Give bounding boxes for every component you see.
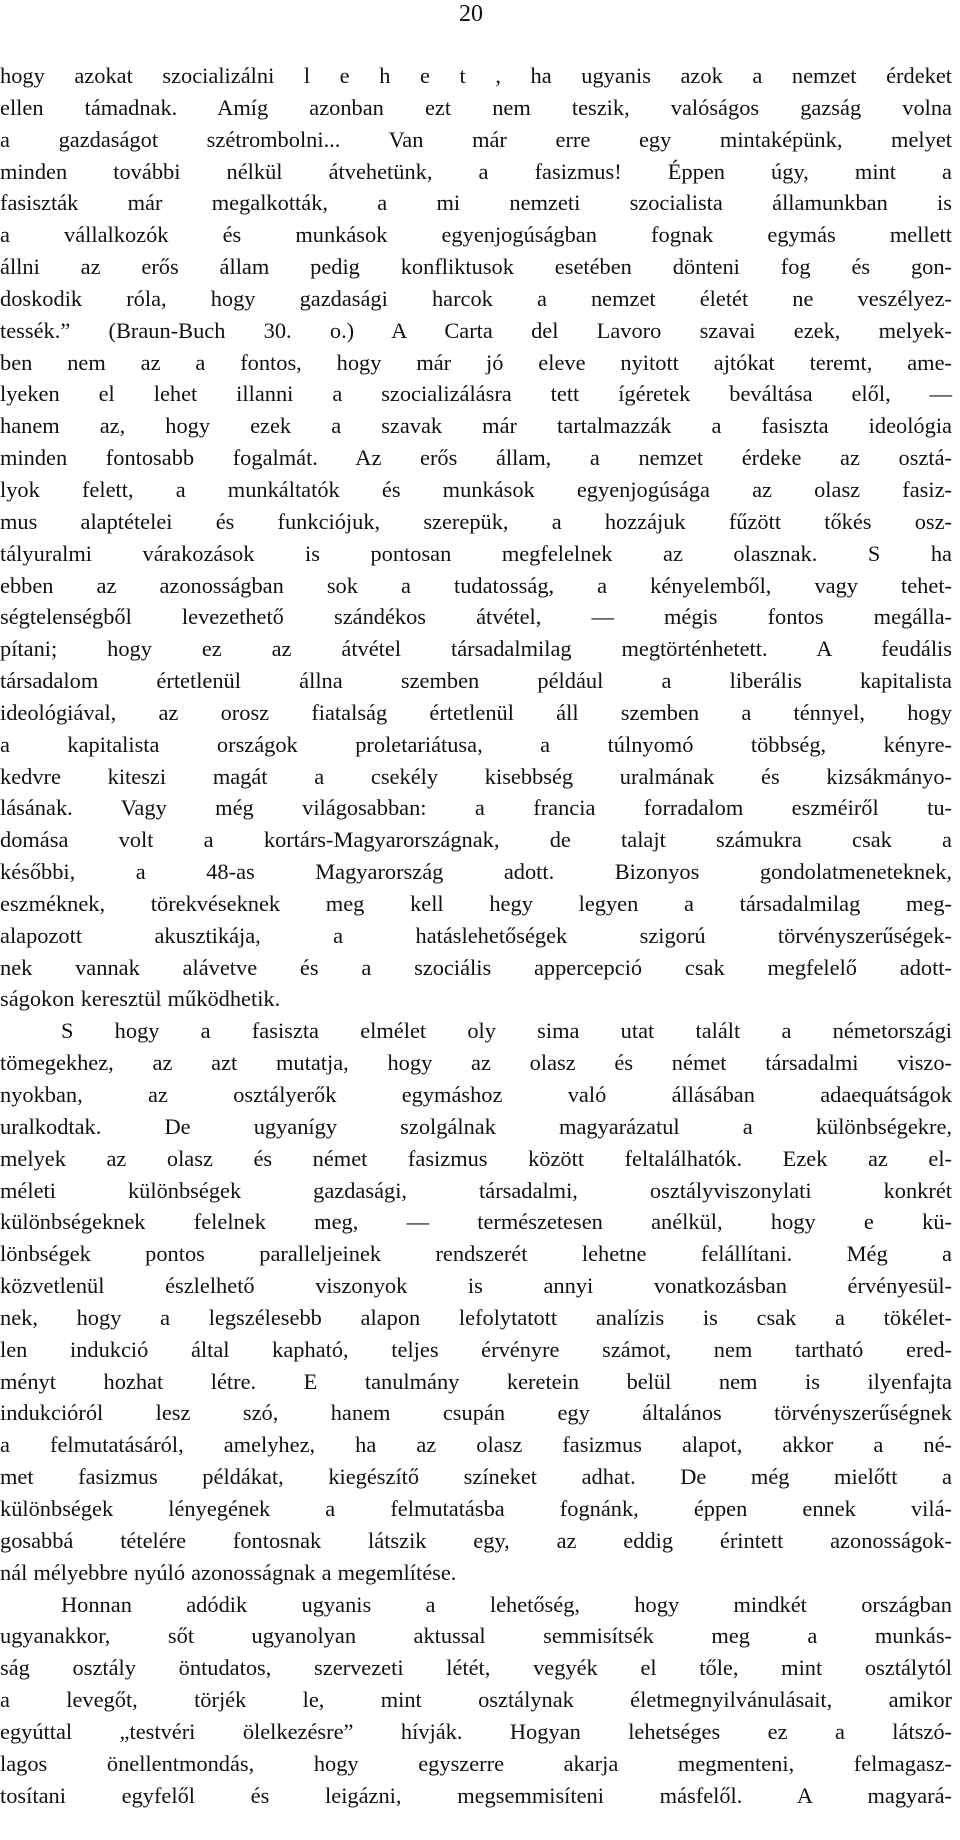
text-line: uralkodtak. De ugyanígy szolgálnak magyarázatul a különbségekre, <box>0 1113 952 1139</box>
text-line: nyokban, az osztályerők egymáshoz való állásában adaequátságok <box>0 1082 952 1107</box>
text-line: ségtelenségből levezethető szándékos átvétel, — mégis fontos megálla- <box>0 604 952 630</box>
text-line: ideológiával, az orosz fiatalság értetlenül áll szemben a ténnyel, hogy <box>0 699 952 725</box>
text-line: a kapitalista országok proletariátusa, a túlnyomó többség, kényre- <box>0 731 952 757</box>
text-line: Honnan adódik ugyanis a lehetőség, hogy mindkét országban <box>61 1591 952 1617</box>
text-line: kedvre kiteszi magát a csekély kisebbség uralmának és kizsákmányo- <box>0 763 952 789</box>
text-line: nek, hogy a legszélesebb alapon lefolytatott analízis is csak a tökélet- <box>0 1304 952 1330</box>
text-line: eszméknek, törekvéseknek meg kell hegy legyen a társadalmilag meg- <box>0 890 952 916</box>
text-line: egyúttal „testvéri ölelkezésre” hívják. Hogyan lehetséges ez a látszó- <box>0 1718 952 1744</box>
text-line: pítani; hogy ez az átvétel társadalmilag megtörténhetett. A feudális <box>0 636 952 662</box>
text-line: különbségeknek felelnek meg, — természetesen anélkül, hogy e kü- <box>0 1209 952 1235</box>
text-line: ellen támadnak. Amíg azonban ezt nem teszik, valóságos gazság volna <box>0 94 952 120</box>
text-line: ben nem az a fontos, hogy már jó eleve nyitott ajtókat teremt, ame- <box>0 349 952 375</box>
text-line: melyek az olasz és német fasizmus között feltalálhatók. Ezek az el- <box>0 1145 952 1171</box>
text-line: lyeken el lehet illanni a szocializálásra tett ígéretek beváltása elől, — <box>0 381 952 407</box>
body-text <box>0 60 952 1811</box>
text-line: tessék.” (Braun-Buch 30. o.) A Carta del Lavoro szavai ezek, melyek- <box>0 317 952 343</box>
text-line: ményt hozhat létre. E tanulmány keretein belül nem is ilyenfajta <box>0 1368 952 1394</box>
text-line: a levegőt, törjék le, mint osztálynak életmegnyilvánulásait, amikor <box>0 1687 952 1713</box>
text-line: a felmutatásáról, amelyhez, ha az olasz fasizmus alapot, akkor a né- <box>0 1432 952 1458</box>
text-line: minden fontosabb fogalmát. Az erős állam, a nemzet érdeke az osztá- <box>0 445 952 471</box>
text-line: fasiszták már megalkották, a mi nemzeti szocialista államunkban is <box>0 190 952 216</box>
text-line: tosítani egyfelől és leigázni, megsemmisíteni másfelől. A magyará- <box>0 1782 952 1808</box>
text-line: gosabbá tételére fontosnak látszik egy, az eddig érintett azonosságok- <box>0 1527 952 1553</box>
text-line: lagos önellentmondás, hogy egyszerre akarja megmenteni, felmagasz- <box>0 1750 952 1776</box>
text-line: állni az erős állam pedig konfliktusok esetében dönteni fog és gon- <box>0 254 952 280</box>
text-line: közvetlenül észlelhető viszonyok is annyi vonatkozásban érvényesül- <box>0 1273 952 1299</box>
text-line: tályuralmi várakozások is pontosan megfelelnek az olasznak. S ha <box>0 540 952 566</box>
text-line: ságokon keresztül működhetik. <box>0 986 281 1012</box>
text-line: méleti különbségek gazdasági, társadalmi, osztályviszonylati konkrét <box>0 1177 952 1203</box>
text-line: ság osztály öntudatos, szervezeti létét, vegyék el tőle, mint osztálytól <box>0 1655 952 1681</box>
text-line: tömegekhez, az azt mutatja, hogy az olasz és német társadalmi viszo- <box>0 1050 952 1076</box>
text-line: a gazdaságot szétrombolni... Van már erre egy mintaképünk, melyet <box>0 126 952 152</box>
text-line: a vállalkozók és munkások egyenjogúságban fognak egymás mellett <box>0 222 952 248</box>
page-number: 20 <box>459 1 483 27</box>
text-line: lásának. Vagy még világosabban: a francia forradalom eszméiről tu- <box>0 795 952 821</box>
text-line: ugyanakkor, sőt ugyanolyan aktussal semmisítsék meg a munkás- <box>0 1623 952 1649</box>
text-line: lyok felett, a munkáltatók és munkások egyenjogúsága az olasz fasiz- <box>0 476 952 502</box>
text-line: különbségek lényegének a felmutatásba fognánk, éppen ennek vilá- <box>0 1495 952 1521</box>
text-line: lönbségek pontos paralleljeinek rendszerét lehetne felállítani. Még a <box>0 1241 952 1267</box>
text-line: nál mélyebbre nyúló azonosságnak a megemlítése. <box>0 1559 457 1585</box>
text-line: domása volt a kortárs-Magyarországnak, de talajt számukra csak a <box>0 827 952 853</box>
text-line: mus alaptételei és funkciójuk, szerepük, a hozzájuk fűzött tőkés osz- <box>0 508 952 534</box>
text-line: indukcióról lesz szó, hanem csupán egy általános törvényszerűségnek <box>0 1400 952 1426</box>
text-line: len indukció által kapható, teljes érvényre számot, nem tartható ered- <box>0 1336 952 1362</box>
text-line: társadalom értetlenül állna szemben például a liberális kapitalista <box>0 668 952 694</box>
text-line: nek vannak alávetve és a szociális appercepció csak megfelelő adott- <box>0 954 952 980</box>
text-line: hanem az, hogy ezek a szavak már tartalmazzák a fasiszta ideológia <box>0 413 952 439</box>
text-line: minden további nélkül átvehetünk, a fasizmus! Éppen úgy, mint a <box>0 158 952 184</box>
text-line: hogy azokat szocializálni l e h e t , ha ugyanis azok a nemzet érdeket <box>0 63 952 88</box>
text-line: met fasizmus példákat, kiegészítő színeket adhat. De még mielőtt a <box>0 1464 952 1490</box>
text-line: ebben az azonosságban sok a tudatosság, a kényelemből, vagy tehet- <box>0 572 952 598</box>
text-line: alapozott akusztikája, a hatáslehetőségek szigorú törvényszerűségek- <box>0 922 952 948</box>
text-line: doskodik róla, hogy gazdasági harcok a nemzet életét ne veszélyez- <box>0 285 952 311</box>
text-line: S hogy a fasiszta elmélet oly sima utat talált a németországi <box>61 1018 952 1044</box>
text-line: későbbi, a 48-as Magyarország adott. Bizonyos gondolatmeneteknek, <box>0 859 952 885</box>
